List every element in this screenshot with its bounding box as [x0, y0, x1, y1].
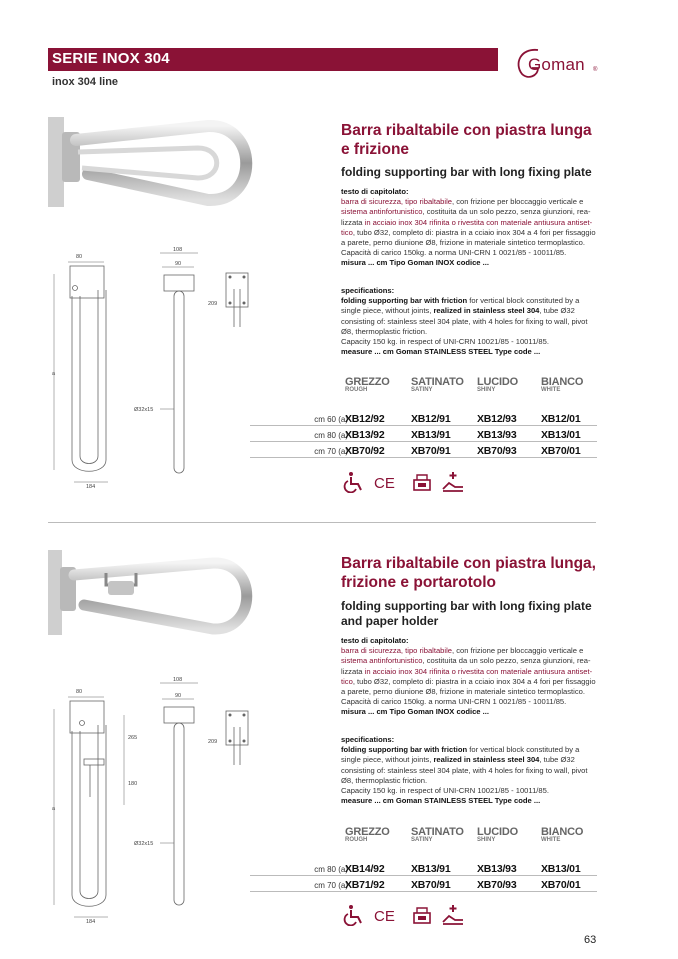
- sanitize-icon: [411, 471, 433, 493]
- certification-icons: [343, 471, 483, 495]
- spec-code-line: measure ... cm Goman STAINLESS STEEL Type code ...: [341, 796, 541, 806]
- finish-label-en: ROUGH: [345, 387, 368, 393]
- sanitize-icon: [411, 904, 433, 926]
- spec-text: sistema antinfortunistico: [341, 207, 423, 217]
- finish-label: BIANCO: [541, 826, 584, 838]
- ce-mark-icon: [373, 904, 399, 926]
- product-code: XB13/01: [541, 429, 581, 441]
- finish-label-en: SHINY: [477, 837, 496, 843]
- svg-text:Ø32x15: Ø32x15: [134, 407, 154, 413]
- product-code: XB12/01: [541, 413, 581, 425]
- medical-bed-icon: [441, 471, 465, 493]
- product-title-it-2: frizione e portarotolo: [341, 574, 496, 591]
- finish-label: GREZZO: [345, 376, 390, 388]
- spec-text: , con frizione per bloccaggio verticale e: [452, 197, 584, 207]
- code-row: [250, 428, 597, 442]
- page-number: 63: [584, 934, 597, 946]
- technical-drawing-side: [130, 245, 260, 485]
- spec-text: consisting of: stainless steel 304 plate, with 4 holes for fixing to wall, pivot: [341, 316, 588, 326]
- product-code: XB13/01: [541, 863, 581, 875]
- svg-text:Ø32x15: Ø32x15: [134, 841, 154, 847]
- spec-text: , tubo Ø32, completo di: piastra in a cciaio inox 304 a 4 fori per fissaggio: [352, 227, 596, 237]
- product-title-en-1: folding supporting bar with long fixing plate: [341, 165, 592, 179]
- spec-code-line: measure ... cm Goman STAINLESS STEEL Type code ...: [341, 347, 541, 357]
- finish-label-en: SATINY: [411, 837, 433, 843]
- spec-en-heading: specifications:: [341, 735, 395, 744]
- code-row: [250, 412, 597, 426]
- svg-text:180: 180: [128, 781, 138, 787]
- finish-label: BIANCO: [541, 376, 584, 388]
- product-code: XB13/92: [345, 429, 385, 441]
- spec-text: folding supporting bar with friction: [341, 296, 468, 306]
- spec-text: in acciaio inox 304 rifinita o rivestita con materiale antiusura antiset-: [364, 666, 593, 676]
- spec-text: for vertical block constituted by a: [467, 745, 580, 755]
- spec-text: barra di sicurezza, tipo ribaltabile: [341, 646, 453, 656]
- svg-text:90: 90: [175, 261, 182, 267]
- spec-text: a parete, perno diunione Ø8, frizione in materiale sintetico termoplastico.: [341, 238, 585, 248]
- product-code: XB14/92: [345, 863, 385, 875]
- spec-text: tico: [341, 676, 353, 686]
- svg-text:209: 209: [208, 301, 218, 307]
- product-code: XB13/93: [477, 863, 517, 875]
- medical-bed-icon: [441, 904, 465, 926]
- spec-text: folding supporting bar with friction: [341, 745, 468, 755]
- spec-text: , con frizione per bloccaggio verticale e: [452, 646, 584, 656]
- product-code: XB13/91: [411, 429, 451, 441]
- product-photo: [48, 112, 258, 220]
- product-code: XB70/91: [411, 879, 451, 891]
- finish-label: GREZZO: [345, 826, 390, 838]
- svg-text:209: 209: [208, 739, 218, 745]
- finish-bianco: [541, 826, 583, 843]
- finish-label-en: WHITE: [541, 387, 561, 393]
- finish-label: SATINATO: [411, 376, 464, 388]
- code-row: [250, 444, 597, 458]
- product-code: XB70/93: [477, 879, 517, 891]
- spec-block-en: [341, 286, 599, 357]
- spec-text: , costituita da un solo pezzo, senza giunzioni, rea-: [422, 656, 591, 666]
- svg-text:a: a: [52, 806, 56, 812]
- svg-text:108: 108: [173, 677, 183, 683]
- spec-code-line: misura ... cm Tipo Goman INOX codice ...: [341, 258, 489, 268]
- product-code: XB71/92: [345, 879, 385, 891]
- spec-block-it: [341, 636, 599, 718]
- finish-header: [345, 826, 605, 848]
- product-code: XB70/92: [345, 445, 385, 457]
- certification-icons: [343, 904, 483, 928]
- logo-text: Goman: [528, 55, 585, 74]
- series-subtitle: inox 304 line: [52, 76, 119, 88]
- product-photo: [48, 545, 258, 645]
- spec-text: lizzata: [341, 666, 365, 676]
- wheelchair-icon: [343, 471, 365, 493]
- spec-text: for vertical block constituted by a: [467, 296, 580, 306]
- finish-lucido: [477, 376, 518, 393]
- spec-text: , tube Ø32: [539, 306, 575, 316]
- svg-text:CE: CE: [374, 908, 395, 925]
- spec-text: in acciaio inox 304 rifinita o rivestita con materiale antiusura antiset-: [364, 217, 593, 227]
- spec-it-heading: testo di capitolato:: [341, 636, 409, 645]
- code-row: [250, 862, 597, 876]
- finish-satinato: [411, 376, 464, 393]
- spec-block-it: [341, 187, 599, 269]
- spec-text: a parete, perno diunione Ø8, frizione in materiale sintetico termoplastico.: [341, 687, 585, 697]
- finish-label-en: SATINY: [411, 387, 433, 393]
- product-code: XB70/01: [541, 879, 581, 891]
- finish-label-en: WHITE: [541, 837, 561, 843]
- spec-text: , tubo Ø32, completo di: piastra in a cciaio inox 304 a 4 fori per fissaggio: [352, 676, 596, 686]
- spec-text: Capacity 150 kg. in respect of UNI-CRN 10021/85 - 10011/85.: [341, 337, 549, 347]
- spec-text: Capacità di carico 150kg. a norma UNI-CRN 1 0021/85 - 10011/85.: [341, 248, 567, 258]
- spec-text: sistema antinfortunistico: [341, 656, 423, 666]
- series-title: SERIE INOX 304: [52, 50, 170, 67]
- spec-text: Ø8, thermoplastic friction.: [341, 326, 428, 336]
- spec-text: single piece, without joints,: [341, 755, 434, 765]
- product-code: XB12/91: [411, 413, 451, 425]
- logo-registered: ®: [593, 67, 598, 73]
- spec-text: tico: [341, 227, 353, 237]
- product-code: XB12/93: [477, 413, 517, 425]
- spec-it-heading: testo di capitolato:: [341, 187, 409, 196]
- spec-text: consisting of: stainless steel 304 plate, with 4 holes for fixing to wall, pivot: [341, 765, 588, 775]
- section-divider: [48, 522, 596, 523]
- product-code: XB70/91: [411, 445, 451, 457]
- svg-text:CE: CE: [374, 475, 395, 492]
- product-code: XB70/93: [477, 445, 517, 457]
- spec-text: Capacity 150 kg. in respect of UNI-CRN 10021/85 - 10011/85.: [341, 786, 549, 796]
- spec-text: single piece, without joints,: [341, 306, 434, 316]
- spec-text: Capacità di carico 150kg. a norma UNI-CRN 1 0021/85 - 10011/85.: [341, 697, 567, 707]
- spec-text: , tube Ø32: [539, 755, 575, 765]
- size-label: cm 70 (a): [314, 881, 348, 890]
- product-title-it-1: Barra ribaltabile con piastra lunga: [341, 122, 592, 139]
- svg-text:108: 108: [173, 247, 183, 253]
- finish-satinato: [411, 826, 464, 843]
- svg-text:80: 80: [76, 254, 83, 260]
- ce-mark-icon: [373, 471, 399, 493]
- size-label: cm 80 (a): [314, 865, 348, 874]
- code-row: [250, 878, 597, 892]
- size-label: cm 70 (a): [314, 447, 348, 456]
- svg-text:a: a: [52, 371, 56, 377]
- svg-text:184: 184: [86, 919, 96, 925]
- finish-label: LUCIDO: [477, 826, 518, 838]
- wheelchair-icon: [343, 904, 365, 926]
- product-title-it-2: e frizione: [341, 141, 410, 158]
- svg-text:90: 90: [175, 693, 182, 699]
- spec-block-en: [341, 735, 599, 806]
- finish-label: SATINATO: [411, 826, 464, 838]
- product-code: XB12/92: [345, 413, 385, 425]
- product-title-en-1: folding supporting bar with long fixing plate: [341, 599, 592, 613]
- size-label: cm 80 (a): [314, 431, 348, 440]
- spec-text: lizzata: [341, 217, 365, 227]
- product-code: XB70/01: [541, 445, 581, 457]
- svg-text:184: 184: [86, 484, 96, 490]
- product-title-en-2: and paper holder: [341, 614, 439, 628]
- spec-text: realized in stainless steel 304: [433, 306, 540, 316]
- product-title-it-1: Barra ribaltabile con piastra lunga,: [341, 555, 596, 572]
- size-label: cm 60 (a): [314, 415, 348, 424]
- spec-en-heading: specifications:: [341, 286, 395, 295]
- spec-text: barra di sicurezza, tipo ribaltabile: [341, 197, 453, 207]
- product-code: XB13/91: [411, 863, 451, 875]
- finish-grezzo: [345, 376, 390, 393]
- spec-text: Ø8, thermoplastic friction.: [341, 775, 428, 785]
- svg-text:80: 80: [76, 689, 83, 695]
- technical-drawing-side: [130, 675, 260, 915]
- finish-lucido: [477, 826, 518, 843]
- spec-text: , costituita da un solo pezzo, senza giunzioni, rea-: [422, 207, 591, 217]
- spec-code-line: misura ... cm Tipo Goman INOX codice ...: [341, 707, 489, 717]
- finish-label: LUCIDO: [477, 376, 518, 388]
- finish-label-en: SHINY: [477, 387, 496, 393]
- product-code: XB13/93: [477, 429, 517, 441]
- finish-header: [345, 376, 605, 398]
- finish-label-en: ROUGH: [345, 837, 368, 843]
- spec-text: realized in stainless steel 304: [433, 755, 540, 765]
- svg-text:265: 265: [128, 735, 138, 741]
- finish-grezzo: [345, 826, 390, 843]
- finish-bianco: [541, 376, 583, 393]
